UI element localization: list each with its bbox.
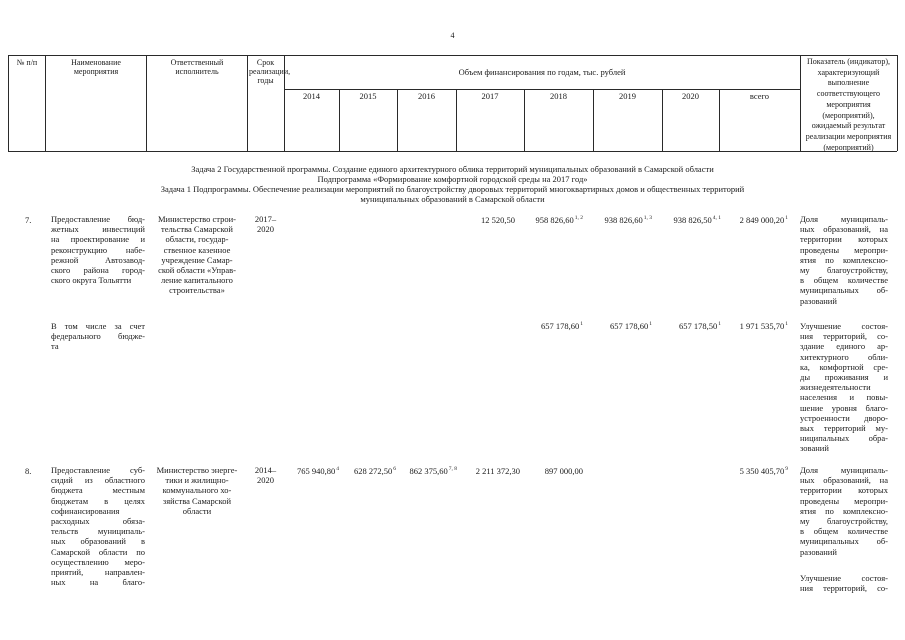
col-divider (247, 55, 248, 151)
amount-2019: 938 826,60$^{1, 3}$ (604, 215, 652, 225)
amount-total: 5 350 405,70$^9$ (739, 466, 788, 476)
year-2017: 2017 (481, 91, 499, 101)
amount-2017: 2 211 372,30 (475, 466, 520, 476)
row-indicator: Улучшение состоя- ния территорий, со- (800, 573, 888, 594)
header-col-funding: Объем финансирования по годам, тыс. рублей (458, 67, 626, 77)
header-col-responsible: Ответственный исполнитель (170, 58, 224, 76)
row-name: Предоставление бюд- жетных инвестиций на проектирование и реконструкцию набе- режной Автозавод- ского района город- ского округа Тольятти (51, 214, 145, 286)
header-top-border (8, 55, 897, 56)
amount-2017: 12 520,50 (481, 215, 515, 225)
section-title: Задача 2 Государственной программы. Создание единого архитектурного облика территорий муниципальных образований в Самарской области (191, 164, 714, 174)
years-row-border (284, 89, 800, 90)
amount-total: 2 849 000,20$^1$ (739, 215, 788, 225)
year-2014: 2014 (303, 91, 320, 101)
row-term: 2017– 2020 (254, 214, 277, 235)
amount-2018: 897 000,00 (544, 466, 583, 476)
year-2018: 2018 (550, 91, 567, 101)
col-divider (146, 55, 147, 151)
amount-2020: 657 178,50$^1$ (679, 321, 721, 331)
amount-2018: 958 826,60$^{1, 2}$ (535, 215, 583, 225)
year-2015: 2015 (359, 91, 377, 101)
section-title: Задача 1 Подпрограммы. Обеспечение реализации мероприятий по благоустройству дворовых территорий многоквартирных домов и общественных территорий (160, 184, 745, 194)
header-col-indicator: Показатель (индикатор), характеризующий выполнение соответствующего мероприятия (мероприятий), ожидаемый результат реализации мероприятия (мероприятий) (805, 57, 892, 152)
row-responsible: Министерство энерге- тики и жилищно- коммунального хо- зяйства Самарской области (156, 465, 238, 516)
row-indicator: Доля муниципаль- ных образований, на территории которых проведены меропри- ятия по комплексно- му благоустройству, в общем количестве муниципальных об- разований (800, 214, 888, 306)
header-col-name: Наименование мероприятия (71, 58, 121, 76)
year-2016: 2016 (418, 91, 435, 101)
header-col-term: Срок реализации, годы (249, 58, 291, 85)
row-term: 2014– 2020 (254, 465, 277, 486)
col-divider (45, 55, 46, 151)
amount-2015: 628 272,50$^6$ (354, 466, 396, 476)
col-divider (8, 55, 9, 151)
year-2019: 2019 (619, 91, 636, 101)
amount-2018: 657 178,60$^1$ (541, 321, 583, 331)
amount-2020: 938 826,50$^{4, 1}$ (673, 215, 721, 225)
year-total: всего (749, 91, 770, 101)
year-2020: 2020 (682, 91, 699, 101)
row-number: 8. (25, 466, 32, 476)
header-bottom-border (8, 151, 897, 152)
amount-2019: 657 178,60$^1$ (610, 321, 652, 331)
amount-total: 1 971 535,70$^1$ (739, 321, 788, 331)
row-name: В том числе за счет федерального бюдже- та (51, 321, 145, 352)
row-name: Предоставление суб- сидий из областного бюджета местным бюджетам в целях софинансирования расходных обяза- тельств муниципаль- ных образований в Самарской области по осуществлению меро- приятий, направлен- ных на благо- (51, 465, 145, 588)
section-title: муниципальных образований в Самарской области (360, 194, 545, 204)
row-indicator: Улучшение состоя- ния территорий, со- здание единого ар- хитектурного обли- ка, комфортной сре- ды проживания и жизнедеятельности населения и повы- шение уровня благо- устроенности дворо- вых территорий му- ниципальных обра- зований (800, 321, 888, 454)
row-number: 7. (25, 215, 32, 225)
row-responsible: Министерство строи- тельства Самарской области, государ- ственное казенное учреждение Самар- ской области «Управ- ление капитального строительства» (157, 214, 236, 296)
amount-2016: 862 375,60$^{7, 8}$ (409, 466, 457, 476)
col-divider (897, 55, 898, 151)
section-title: Подпрограмма «Формирование комфортной городской среды на 2017 год» (317, 174, 588, 184)
col-divider (800, 55, 801, 151)
amount-2014: 765 940,80$^4$ (297, 466, 339, 476)
page-number: 4 (450, 31, 455, 40)
row-indicator: Доля муниципаль- ных образований, на территории которых проведены меропри- ятия по комплексно- му благоустройству, в общем количестве муниципальных об- разований (800, 465, 888, 557)
header-col-num: № п/п (16, 58, 38, 67)
